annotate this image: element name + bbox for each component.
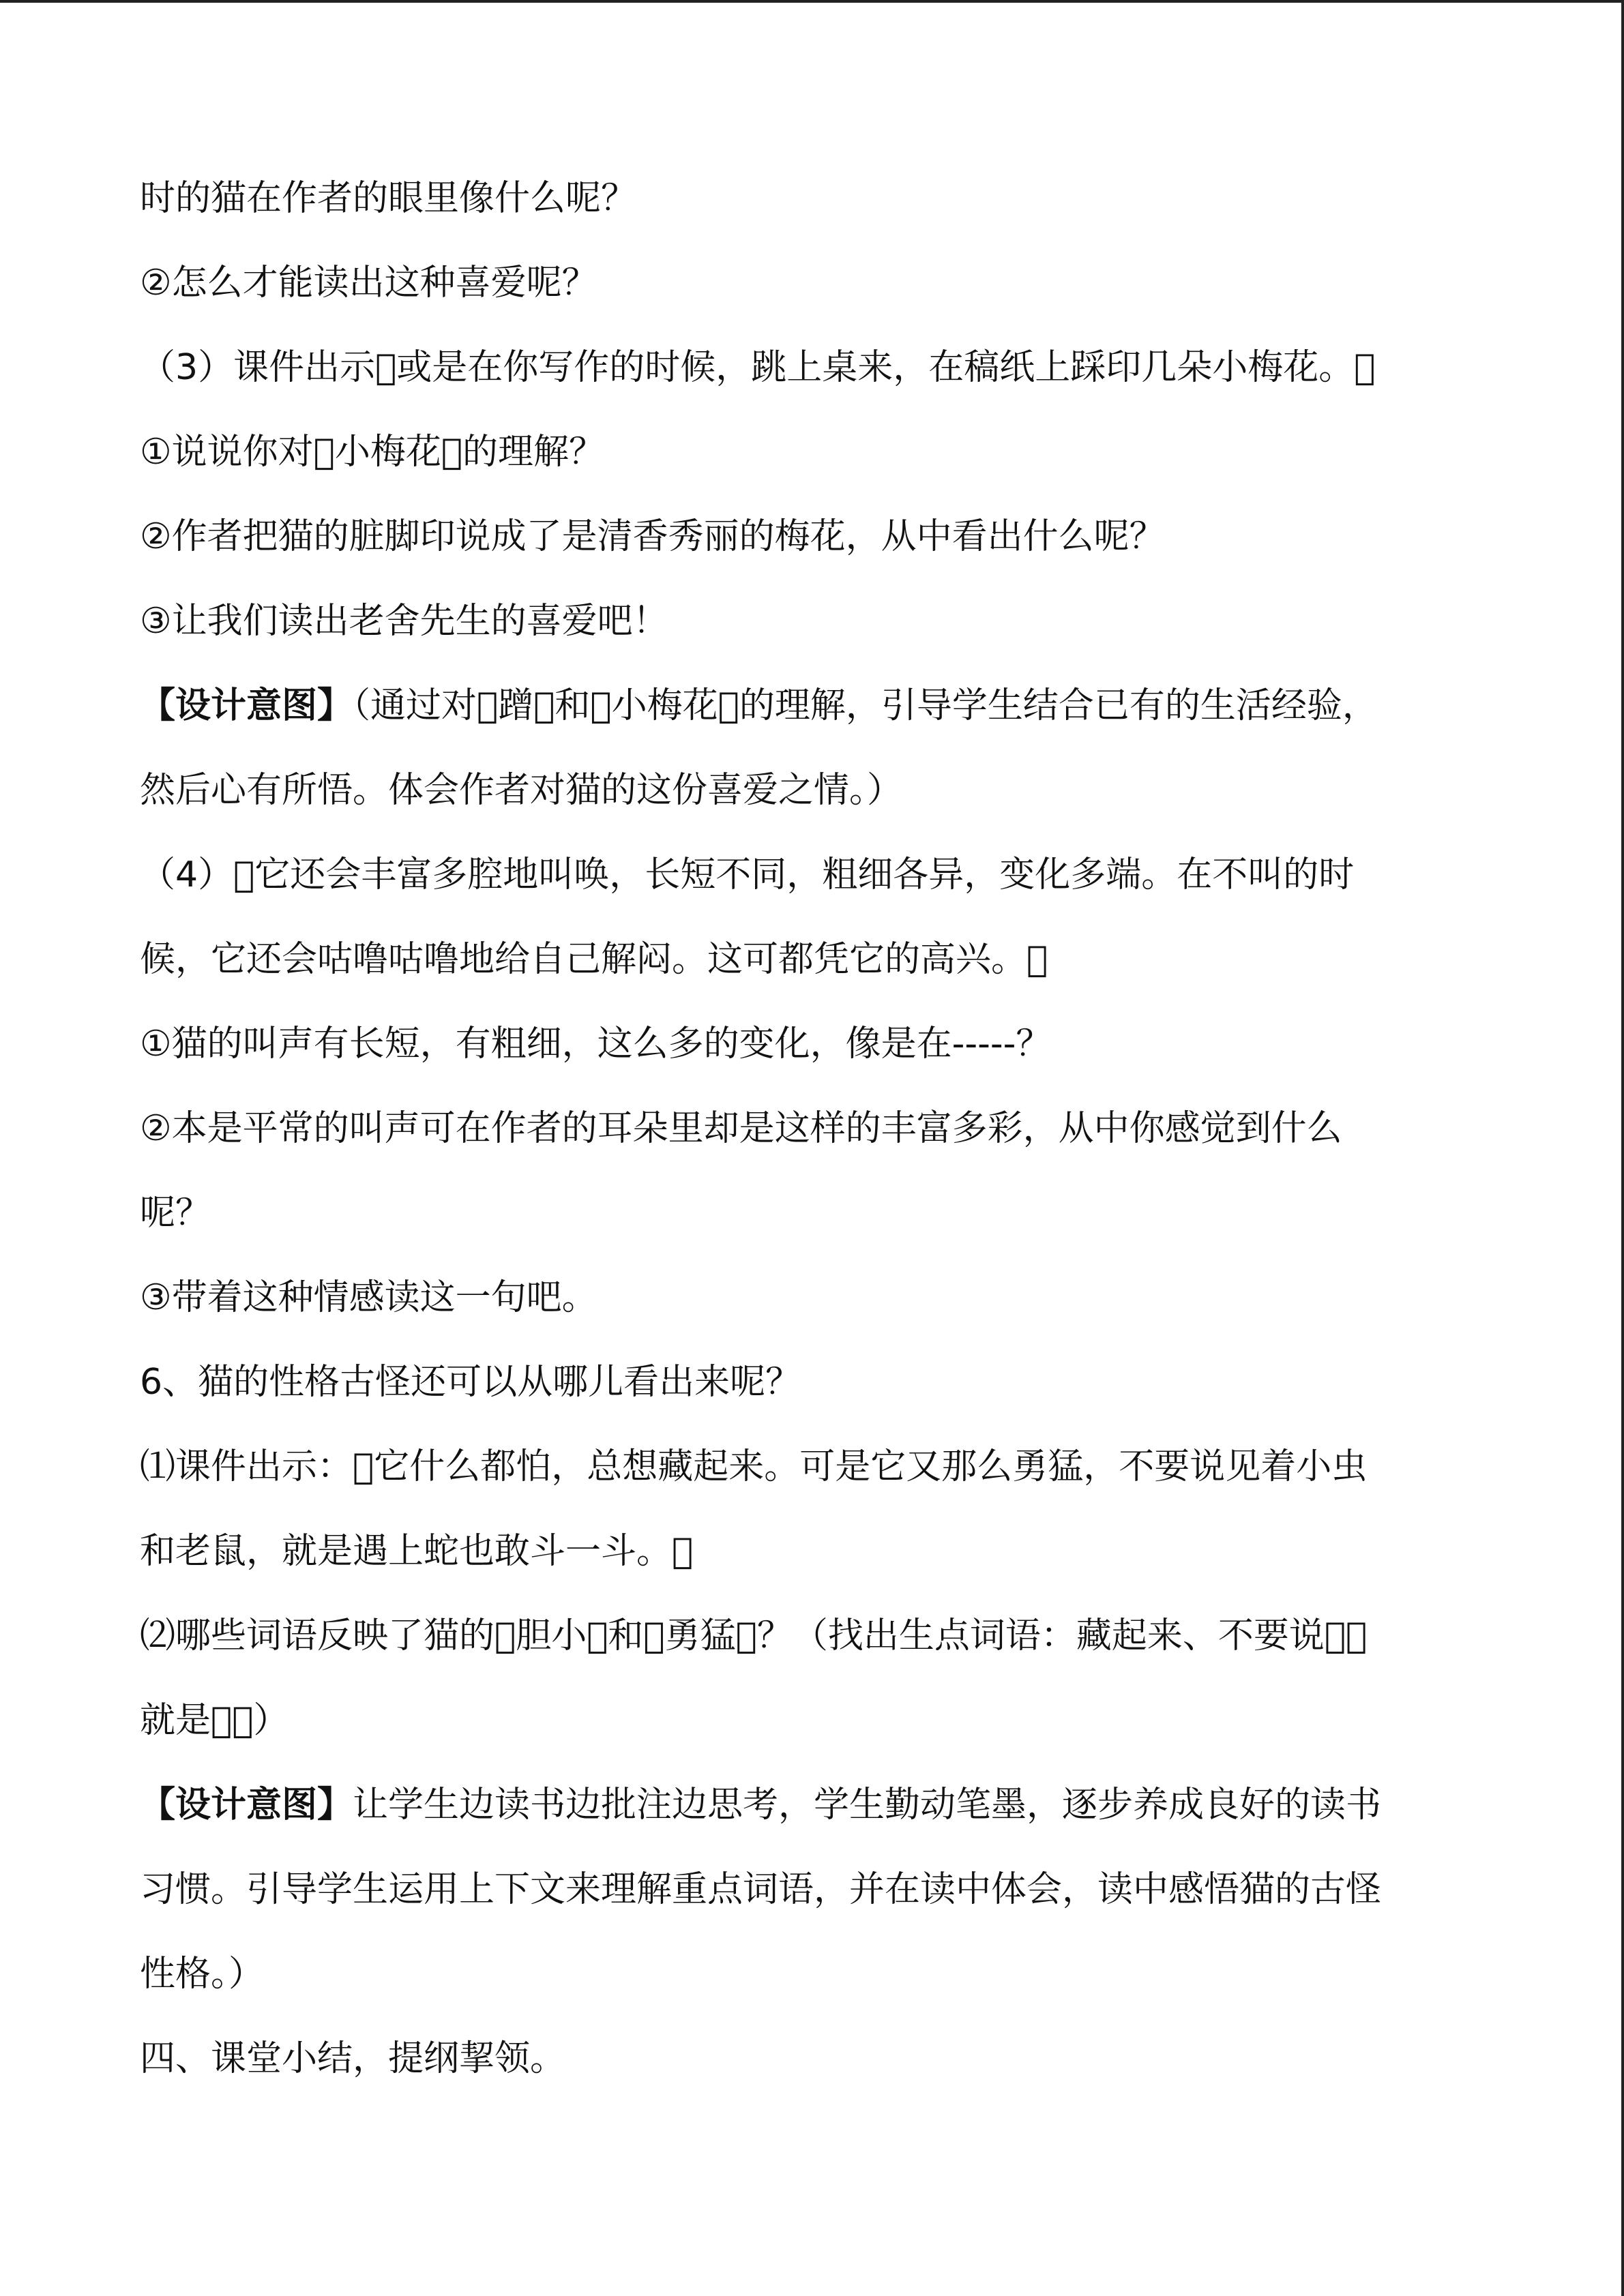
text-line: 和老鼠，就是遇上蛇也敢斗一斗。  xyxy=(140,1531,694,1572)
design-intent-line: 【设计意图】让学生边读书边批注边思考，学生勤动笔墨，逐步养成良好的读书 xyxy=(140,1785,1382,1825)
section-heading: 四、课堂小结，提纲挈领。 xyxy=(140,2038,566,2079)
text-line: （4） 它还会丰富多腔地叫唤，长短不同，粗细各异，变化多端。在不叫的时 xyxy=(140,854,1355,895)
text-line: ②本是平常的叫声可在作者的耳朵里却是这样的丰富多彩，从中你感觉到什么 xyxy=(140,1108,1342,1149)
text-line: ①猫的叫声有长短，有粗细，这么多的变化，像是在-----？ xyxy=(140,1024,1052,1064)
text-line: ③带着这种情感读这一句吧。 xyxy=(140,1277,597,1318)
text-line: ⑵哪些词语反映了猫的 胆小 和 勇猛 ？（找出生点词语：藏起来、不要说   xyxy=(140,1615,1368,1656)
design-intent-line: 【设计意图】（通过对 蹭 和 小梅花 的理解，引导学生结合已有的生活经验， xyxy=(140,685,1378,726)
text-line: 习惯。引导学生运用上下文来理解重点词语，并在读中体会，读中感悟猫的古怪 xyxy=(140,1869,1382,1910)
text-line: 候，它还会咕噜咕噜地给自己解闷。这可都凭它的高兴。  xyxy=(140,939,1048,980)
text-line: 呢？ xyxy=(140,1193,211,1234)
text-line: ③让我们读出老舍先生的喜爱吧！ xyxy=(140,601,668,642)
text-line: （3）课件出示 或是在你写作的时候，跳上桌来，在稿纸上踩印几朵小梅花。  xyxy=(140,347,1376,388)
text-line: ⑴课件出示： 它什么都怕，总想藏起来。可是它又那么勇猛，不要说见着小虫 xyxy=(140,1446,1368,1487)
text-line: ①说说你对 小梅花 的理解？ xyxy=(140,432,605,473)
document-body xyxy=(140,156,1490,2101)
text-line: 性格。） xyxy=(140,1954,265,1995)
text-line: 时的猫在作者的眼里像什么呢？ xyxy=(140,178,637,219)
design-intent-label: 【设计意图】 xyxy=(140,1785,353,1825)
section-heading: 6、猫的性格古怪还可以从哪儿看出来呢？ xyxy=(140,1362,801,1403)
design-intent-label: 【设计意图】 xyxy=(140,685,353,726)
text-line: ②作者把猫的脏脚印说成了是清香秀丽的梅花，从中看出什么呢？ xyxy=(140,516,1165,557)
text-line: 然后心有所悟。体会作者对猫的这份喜爱之情。） xyxy=(140,770,903,811)
text-line: 就是  ） xyxy=(140,1700,289,1741)
text-line: ②怎么才能读出这种喜爱呢？ xyxy=(140,263,597,303)
